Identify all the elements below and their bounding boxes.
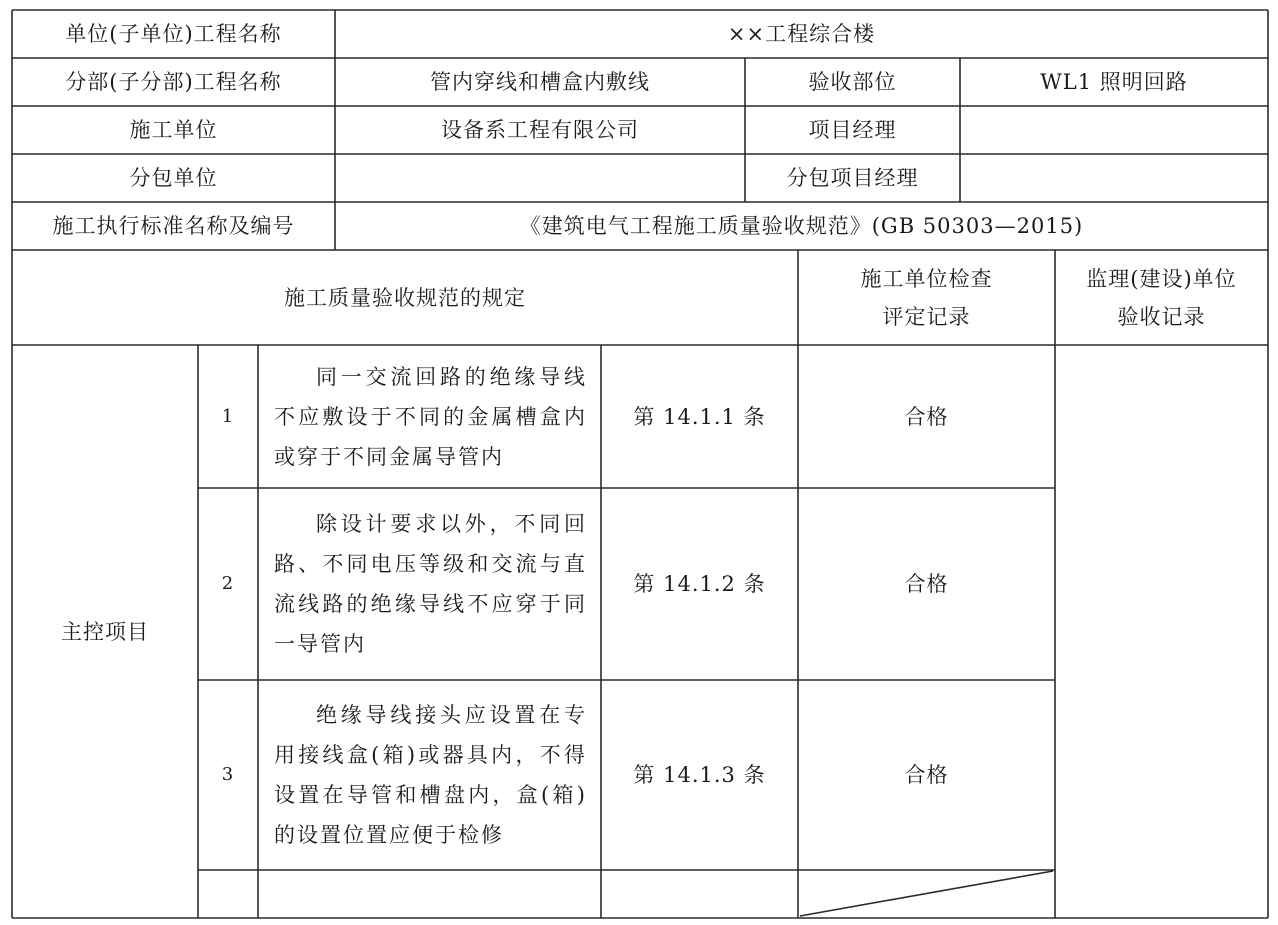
project-manager-label: 项目经理 xyxy=(808,118,897,142)
acceptance-part-value: WL1 照明回路 xyxy=(1040,70,1188,94)
item-requirement-text: 绝缘导线接头应设置在专用接线盒(箱)或器具内，不得设置在导管和槽盘内，盒(箱)的设置位置应便于检修 xyxy=(274,703,587,847)
project-name-value: ××工程综合楼 xyxy=(727,22,876,46)
item-requirement-text: 同一交流回路的绝缘导线不应敷设于不同的金属槽盒内或穿于不同金属导管内 xyxy=(274,364,587,469)
item-clause: 第 14.1.3 条 xyxy=(633,763,766,787)
item-number: 3 xyxy=(221,764,235,785)
check-record-header-line2: 评定记录 xyxy=(882,304,971,329)
subproject-name-value: 管内穿线和槽盒内敷线 xyxy=(430,70,650,94)
item-clause: 第 14.1.1 条 xyxy=(633,404,766,429)
main-control-category: 主控项目 xyxy=(61,619,149,644)
project-manager-value xyxy=(960,106,1268,154)
item-result: 合格 xyxy=(904,404,949,429)
sub-project-manager-label: 分包项目经理 xyxy=(786,166,919,190)
check-record-column-header xyxy=(798,250,1055,345)
item-result: 合格 xyxy=(904,763,949,787)
subcontractor-value xyxy=(335,154,745,202)
acceptance-part-label: 验收部位 xyxy=(808,70,897,94)
item-requirement xyxy=(258,488,601,680)
standard-value: 《建筑电气工程施工质量验收规范》(GB 50303—2015) xyxy=(519,214,1084,238)
supervision-header-line1: 监理(建设)单位 xyxy=(1086,266,1237,291)
item-requirement xyxy=(258,345,601,488)
subproject-name-label: 分部(子分部)工程名称 xyxy=(65,70,282,94)
check-record-header-line1: 施工单位检查 xyxy=(860,266,993,291)
item-clause: 第 14.1.2 条 xyxy=(633,572,766,596)
item-result: 合格 xyxy=(904,572,949,596)
item-number: 1 xyxy=(221,405,235,427)
item-number: 2 xyxy=(221,573,235,594)
item-requirement-text: 除设计要求以外，不同回路、不同电压等级和交流与直流线路的绝缘导线不应穿于同一导管内 xyxy=(274,512,587,656)
sub-project-manager-value xyxy=(960,154,1268,202)
contractor-value: 设备系工程有限公司 xyxy=(441,118,639,142)
project-name-label: 单位(子单位)工程名称 xyxy=(65,22,282,46)
supervision-header-line2: 验收记录 xyxy=(1117,304,1206,329)
contractor-label: 施工单位 xyxy=(129,118,218,142)
standard-label: 施工执行标准名称及编号 xyxy=(52,214,295,238)
supervision-record-column-header xyxy=(1055,250,1268,345)
subcontractor-label: 分包单位 xyxy=(129,166,218,190)
spec-column-header: 施工质量验收规范的规定 xyxy=(284,285,526,310)
item-requirement xyxy=(258,680,601,870)
